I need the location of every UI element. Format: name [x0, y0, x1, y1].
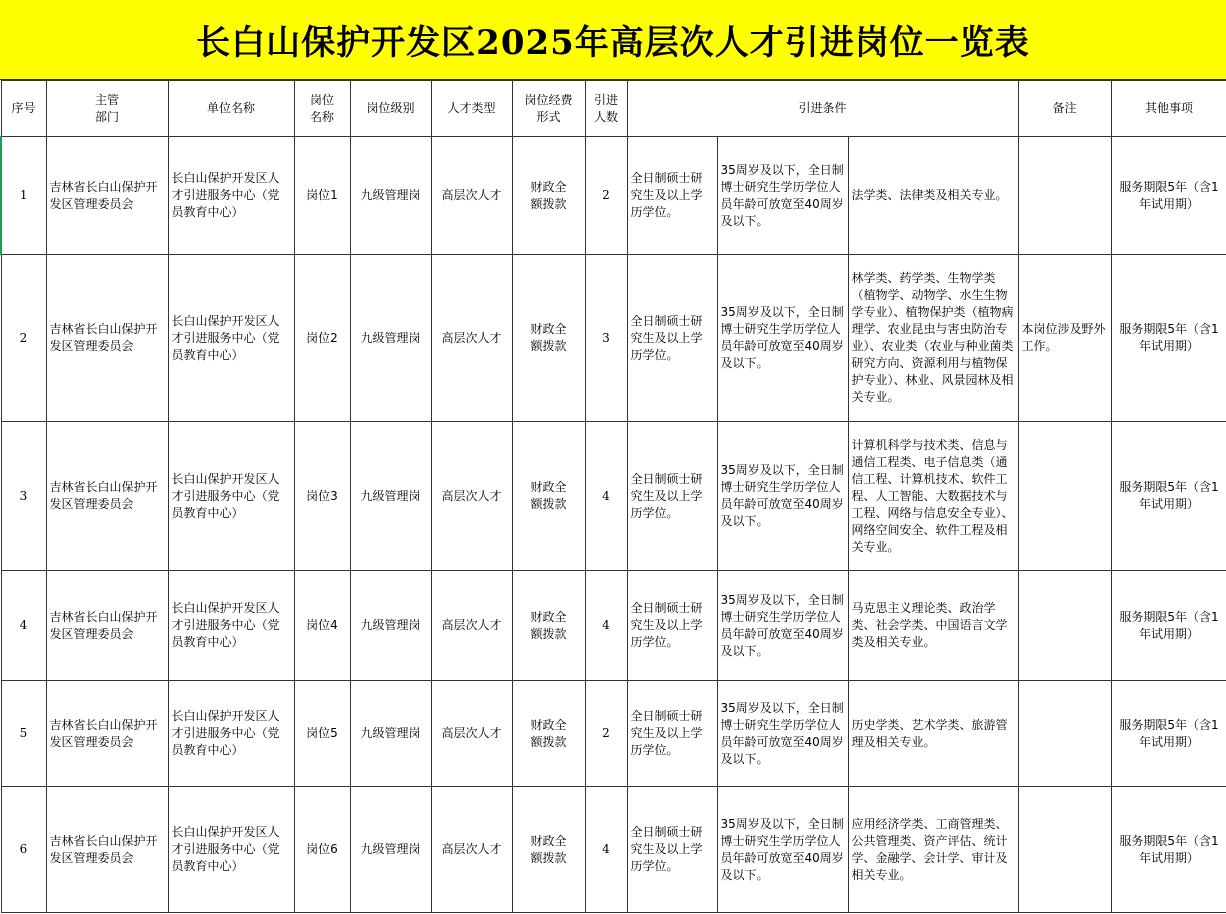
cell-remarks	[1018, 681, 1111, 787]
header-level: 岗位级别	[350, 81, 431, 137]
cell-count: 2	[585, 137, 627, 255]
header-other: 其他事项	[1111, 81, 1226, 137]
cell-seq: 4	[1, 571, 46, 681]
cell-post: 岗位4	[294, 571, 350, 681]
cell-count: 4	[585, 787, 627, 913]
cell-level: 九级管理岗	[350, 137, 431, 255]
header-conditions: 引进条件	[627, 81, 1018, 137]
cell-seq: 6	[1, 787, 46, 913]
header-funding: 岗位经费 形式	[512, 81, 585, 137]
cell-unit: 长白山保护开发区人才引进服务中心（党员教育中心）	[168, 137, 294, 255]
cell-talent: 高层次人才	[431, 787, 512, 913]
cell-unit: 长白山保护开发区人才引进服务中心（党员教育中心）	[168, 681, 294, 787]
cell-education: 全日制硕士研究生及以上学历学位。	[627, 571, 717, 681]
cell-seq: 1	[1, 137, 46, 255]
cell-talent: 高层次人才	[431, 571, 512, 681]
table-row	[1, 787, 1226, 913]
cell-major: 马克思主义理论类、政治学类、社会学类、中国语言文学类及相关专业。	[848, 571, 1018, 681]
cell-funding: 财政全额拨款	[512, 137, 585, 255]
table-row	[1, 681, 1226, 787]
cell-age: 35周岁及以下，全日制博士研究生学历学位人员年龄可放宽至40周岁及以下。	[717, 422, 848, 571]
cell-seq: 3	[1, 422, 46, 571]
table-row	[1, 571, 1226, 681]
cell-talent: 高层次人才	[431, 137, 512, 255]
cell-major: 计算机科学与技术类、信息与通信工程类、电子信息类（通信工程、计算机技术、软件工程、人工智能、大数据技术与工程、网络与信息安全专业）、网络空间安全、软件工程及相关专业。	[848, 422, 1018, 571]
cell-unit: 长白山保护开发区人才引进服务中心（党员教育中心）	[168, 787, 294, 913]
cell-major: 应用经济学类、工商管理类、公共管理类、资产评估、统计学、金融学、会计学、审计及相关专业。	[848, 787, 1018, 913]
cell-post: 岗位3	[294, 422, 350, 571]
cell-major: 法学类、法律类及相关专业。	[848, 137, 1018, 255]
cell-dept: 吉林省长白山保护开发区管理委员会	[46, 255, 168, 422]
cell-other: 服务期限5年（含1年试用期）	[1111, 255, 1226, 422]
table-row	[1, 422, 1226, 571]
cell-education: 全日制硕士研究生及以上学历学位。	[627, 422, 717, 571]
table-row	[1, 137, 1226, 255]
header-remarks: 备注	[1018, 81, 1111, 137]
cell-remarks	[1018, 137, 1111, 255]
cell-talent: 高层次人才	[431, 255, 512, 422]
cell-other: 服务期限5年（含1年试用期）	[1111, 787, 1226, 913]
cell-post: 岗位5	[294, 681, 350, 787]
cell-funding: 财政全额拨款	[512, 422, 585, 571]
cell-level: 九级管理岗	[350, 255, 431, 422]
table-title: 长白山保护开发区2025年高层次人才引进岗位一览表	[0, 0, 1226, 80]
table-row	[1, 255, 1226, 422]
cell-remarks: 本岗位涉及野外工作。	[1018, 255, 1111, 422]
cell-dept: 吉林省长白山保护开发区管理委员会	[46, 787, 168, 913]
cell-age: 35周岁及以下，全日制博士研究生学历学位人员年龄可放宽至40周岁及以下。	[717, 681, 848, 787]
cell-unit: 长白山保护开发区人才引进服务中心（党员教育中心）	[168, 255, 294, 422]
header-seq: 序号	[1, 81, 46, 137]
cell-age: 35周岁及以下，全日制博士研究生学历学位人员年龄可放宽至40周岁及以下。	[717, 571, 848, 681]
cell-unit: 长白山保护开发区人才引进服务中心（党员教育中心）	[168, 571, 294, 681]
cell-major: 历史学类、艺术学类、旅游管理及相关专业。	[848, 681, 1018, 787]
cell-talent: 高层次人才	[431, 681, 512, 787]
header-unit: 单位名称	[168, 81, 294, 137]
cell-major: 林学类、药学类、生物学类（植物学、动物学、水生生物学专业）、植物保护类（植物病理学、农业昆虫与害虫防治专业）、农业类（农业与种业菌类研究方向、资源利用与植物保护专业）、林业、风景园林及相关专业。	[848, 255, 1018, 422]
header-talent: 人才类型	[431, 81, 512, 137]
cell-post: 岗位6	[294, 787, 350, 913]
cell-unit: 长白山保护开发区人才引进服务中心（党员教育中心）	[168, 422, 294, 571]
cell-funding: 财政全额拨款	[512, 255, 585, 422]
cell-funding: 财政全额拨款	[512, 571, 585, 681]
cell-seq: 2	[1, 255, 46, 422]
cell-age: 35周岁及以下，全日制博士研究生学历学位人员年龄可放宽至40周岁及以下。	[717, 255, 848, 422]
cell-other: 服务期限5年（含1年试用期）	[1111, 137, 1226, 255]
header-row	[1, 81, 1226, 137]
cell-dept: 吉林省长白山保护开发区管理委员会	[46, 137, 168, 255]
header-dept: 主管 部门	[46, 81, 168, 137]
cell-remarks	[1018, 422, 1111, 571]
cell-remarks	[1018, 787, 1111, 913]
cell-level: 九级管理岗	[350, 422, 431, 571]
cell-dept: 吉林省长白山保护开发区管理委员会	[46, 422, 168, 571]
cell-count: 3	[585, 255, 627, 422]
cell-count: 2	[585, 681, 627, 787]
cell-count: 4	[585, 422, 627, 571]
cell-level: 九级管理岗	[350, 571, 431, 681]
cell-level: 九级管理岗	[350, 787, 431, 913]
cell-talent: 高层次人才	[431, 422, 512, 571]
cell-education: 全日制硕士研究生及以上学历学位。	[627, 137, 717, 255]
positions-table	[0, 80, 1226, 913]
cell-count: 4	[585, 571, 627, 681]
header-count: 引进 人数	[585, 81, 627, 137]
cell-age: 35周岁及以下，全日制博士研究生学历学位人员年龄可放宽至40周岁及以下。	[717, 787, 848, 913]
cell-funding: 财政全额拨款	[512, 787, 585, 913]
header-post: 岗位 名称	[294, 81, 350, 137]
cell-dept: 吉林省长白山保护开发区管理委员会	[46, 571, 168, 681]
cell-education: 全日制硕士研究生及以上学历学位。	[627, 787, 717, 913]
cell-other: 服务期限5年（含1年试用期）	[1111, 571, 1226, 681]
cell-education: 全日制硕士研究生及以上学历学位。	[627, 255, 717, 422]
cell-post: 岗位2	[294, 255, 350, 422]
cell-education: 全日制硕士研究生及以上学历学位。	[627, 681, 717, 787]
cell-other: 服务期限5年（含1年试用期）	[1111, 422, 1226, 571]
cell-other: 服务期限5年（含1年试用期）	[1111, 681, 1226, 787]
cell-seq: 5	[1, 681, 46, 787]
cell-level: 九级管理岗	[350, 681, 431, 787]
cell-age: 35周岁及以下，全日制博士研究生学历学位人员年龄可放宽至40周岁及以下。	[717, 137, 848, 255]
cell-dept: 吉林省长白山保护开发区管理委员会	[46, 681, 168, 787]
cell-funding: 财政全额拨款	[512, 681, 585, 787]
cell-post: 岗位1	[294, 137, 350, 255]
cell-remarks	[1018, 571, 1111, 681]
